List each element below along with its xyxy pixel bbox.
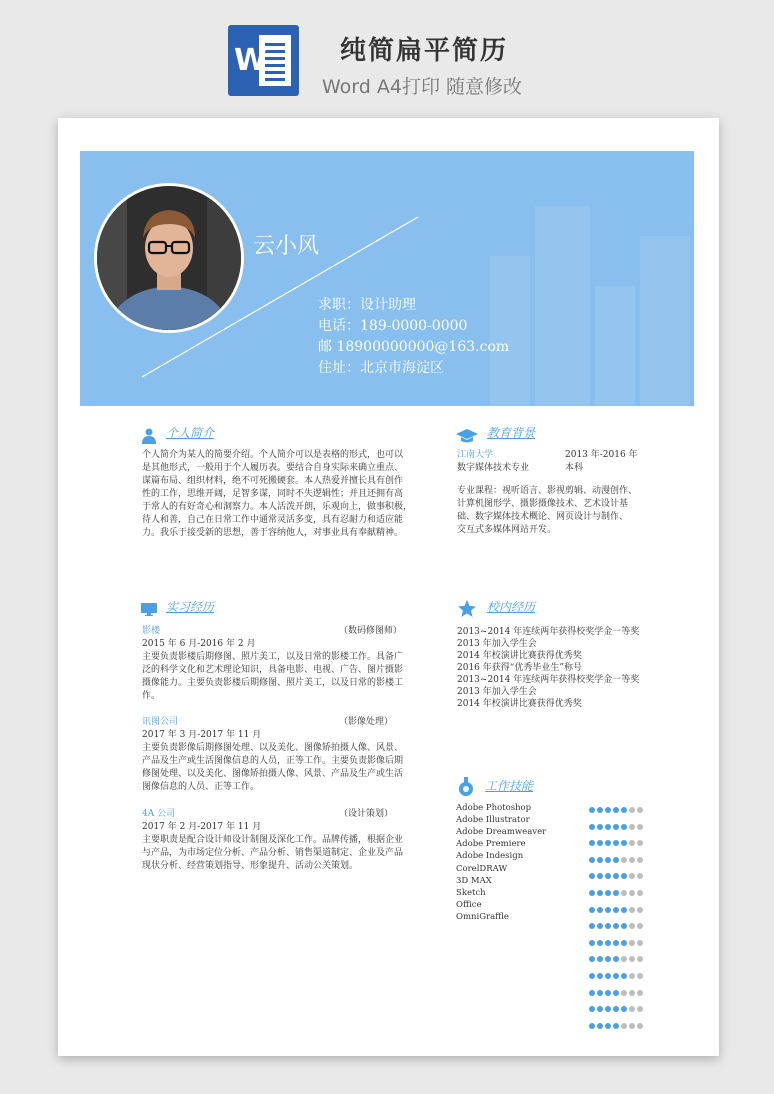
rating-dot-empty (629, 890, 635, 896)
rating-dot-empty (629, 807, 635, 813)
skill-rating (589, 840, 645, 847)
rating-dot-filled (597, 973, 603, 979)
rating-dot-filled (589, 1006, 595, 1012)
rating-dot-filled (589, 973, 595, 979)
address: 住址：北京市海淀区 (318, 360, 444, 376)
rating-dot-empty (621, 1023, 627, 1029)
rating-dot-empty (629, 940, 635, 946)
rating-dot-filled (605, 840, 611, 846)
rating-dot-empty (637, 824, 643, 830)
skill-name: Adobe Photoshop (456, 803, 532, 813)
medal-icon (457, 777, 475, 797)
rating-dot-filled (605, 973, 611, 979)
rating-dot-empty (629, 824, 635, 830)
graduation-cap-icon (456, 429, 478, 443)
rating-dot-empty (629, 840, 635, 846)
job-1-role: （数码修图师） (339, 626, 403, 636)
email: 邮 18900000000@163.com (318, 339, 510, 355)
rating-dot-filled (589, 956, 595, 962)
rating-dot-filled (589, 873, 595, 879)
rating-dot-filled (621, 907, 627, 913)
rating-dot-empty (629, 857, 635, 863)
rating-dot-filled (605, 907, 611, 913)
person-icon (142, 428, 156, 444)
rating-dot-filled (597, 857, 603, 863)
rating-dot-filled (621, 824, 627, 830)
skill-rating (589, 923, 645, 930)
skill-name: Adobe Dreamweaver (456, 827, 547, 838)
rating-dot-empty (629, 956, 635, 962)
rating-dot-filled (621, 940, 627, 946)
skill-rating (589, 1023, 645, 1030)
rating-dot-filled (605, 940, 611, 946)
education-major: 数字媒体技术专业 (457, 463, 530, 473)
skill-rating (589, 940, 645, 947)
skill-name: Office (456, 899, 482, 910)
rating-dot-filled (589, 890, 595, 896)
rating-dot-filled (605, 956, 611, 962)
rating-dot-filled (589, 907, 595, 913)
skill-rating (589, 956, 645, 963)
rating-dot-empty (637, 973, 643, 979)
profile-text: 个人简介为某人的简要介绍。个人简介可以是表格的形式，也可以 是其他形式，一般用于个人履历表。要结合自身实际来确立重点、 谋篇布局、组织材料，绝不可死搬硬套。本人热爱并擅长具有创作 性的工作，思维开阔，足智多谋，同时不失逻辑性；并且还拥有高 于常人的有好奇心和洞察力。本人活泼开朗，乐观向上，做事积极， 待人和善，自己在日常工作中通常灵活多变，具有忍耐力和适应能 力。我乐于接受新的思想，善于容纳他人，对事业具有奉献精神。 (142, 450, 413, 538)
rating-dot-empty (637, 907, 643, 913)
education-degree: 本科 (565, 463, 584, 473)
skill-name: 3D MAX (456, 875, 492, 886)
rating-dot-filled (605, 1006, 611, 1012)
rating-dot-filled (597, 840, 603, 846)
rating-dot-filled (613, 807, 619, 813)
rating-dot-filled (621, 807, 627, 813)
rating-dot-empty (637, 857, 643, 863)
job-2-period: 2017 年 3 月-2017 年 11 月 (142, 730, 262, 740)
rating-dot-filled (605, 1023, 611, 1029)
rating-dot-empty (637, 840, 643, 846)
rating-dot-filled (613, 973, 619, 979)
skill-rating (589, 807, 645, 814)
education-school: 江南大学 (457, 450, 494, 460)
rating-dot-filled (613, 940, 619, 946)
rating-dot-filled (597, 956, 603, 962)
rating-dot-filled (597, 990, 603, 996)
rating-dot-filled (613, 907, 619, 913)
candidate-name: 云小风 (253, 234, 320, 259)
skill-name: OmniGraffle (456, 911, 509, 922)
rating-dot-empty (629, 973, 635, 979)
awards-list: 2013~2014 年连续两年获得校奖学金一等奖 2013 年加入学生会 2014 年校演讲比赛获得优秀奖 2016 年获得“优秀毕业生”称号 2013~2014 年连续两年获得校奖学金一等奖 2013 年加入学生会 2014 年校演讲比赛获得优秀奖 (457, 627, 640, 709)
rating-dot-empty (629, 990, 635, 996)
awards-title: 校内经历 (487, 600, 536, 614)
rating-dot-filled (605, 824, 611, 830)
skill-rating (589, 907, 645, 914)
resume-page (58, 118, 719, 1056)
education-period: 2013 年-2016 年 (565, 450, 638, 460)
rating-dot-filled (621, 840, 627, 846)
rating-dot-filled (613, 990, 619, 996)
education-courses: 专业课程：视听语言、影视剪辑、动漫创作、 计算机图形学、摄影摄像技术、艺术设计基 础、数字媒体技术概论、网页设计与制作、 交互式多媒体网站开发。 (457, 486, 638, 535)
rating-dot-filled (613, 857, 619, 863)
rating-dot-filled (589, 840, 595, 846)
rating-dot-empty (637, 956, 643, 962)
rating-dot-filled (597, 873, 603, 879)
rating-dot-empty (637, 1006, 643, 1012)
rating-dot-filled (621, 973, 627, 979)
rating-dot-filled (621, 923, 627, 929)
rating-dot-filled (589, 824, 595, 830)
rating-dot-empty (637, 990, 643, 996)
skills-title: 工作技能 (485, 779, 534, 793)
skill-name: CorelDRAW (456, 863, 508, 874)
job-2-desc: 主要负责影像后期修图处理、以及美化、图像矫拍摄人像、风景、 产品及生产或生活图像信息的人员，正等工作。主要负责影像后期 修图处理、以及美化、图像矫拍摄人像、风景、产品及生产或生活 图像信息的人员、正等工作。 (142, 743, 404, 792)
skill-rating (589, 873, 645, 880)
star-icon (458, 600, 476, 617)
rating-dot-filled (613, 923, 619, 929)
rating-dot-filled (621, 1006, 627, 1012)
phone: 电话：189-0000-0000 (318, 318, 468, 334)
rating-dot-filled (613, 1023, 619, 1029)
rating-dot-empty (629, 923, 635, 929)
rating-dot-empty (621, 956, 627, 962)
job-2-company: 讯图公司 (142, 717, 179, 727)
rating-dot-filled (597, 807, 603, 813)
skill-name: Adobe Premiere (456, 839, 526, 850)
rating-dot-empty (637, 807, 643, 813)
education-title: 教育背景 (487, 426, 536, 440)
rating-dot-empty (629, 1006, 635, 1012)
rating-dot-empty (629, 1023, 635, 1029)
monitor-icon (141, 603, 157, 616)
rating-dot-filled (605, 990, 611, 996)
rating-dot-filled (589, 1023, 595, 1029)
rating-dot-empty (637, 890, 643, 896)
rating-dot-filled (589, 857, 595, 863)
job-1-company: 影楼 (142, 626, 161, 636)
rating-dot-filled (589, 990, 595, 996)
banner-subtitle: Word A4打印 随意修改 (322, 76, 523, 98)
rating-dot-empty (637, 873, 643, 879)
rating-dot-filled (597, 1023, 603, 1029)
profile-title: 个人简介 (166, 426, 215, 440)
rating-dot-filled (613, 890, 619, 896)
job-1-desc: 主要负责影楼后期修图、照片美工，以及日常的影楼工作。具备广 泛的科学文化和艺术理论知识，具备电影、电视、广告、图片摄影 摄像能力。主要负责影楼后期修图、照片美工，以及日常的影楼工 作。 (142, 652, 404, 701)
rating-dot-empty (637, 940, 643, 946)
skill-rating (589, 973, 645, 980)
rating-dot-filled (597, 907, 603, 913)
skill-name: Sketch (456, 887, 486, 898)
rating-dot-filled (597, 890, 603, 896)
rating-dot-filled (613, 824, 619, 830)
rating-dot-filled (597, 940, 603, 946)
rating-dot-empty (621, 857, 627, 863)
rating-dot-filled (597, 923, 603, 929)
avatar-photo (94, 183, 244, 333)
job-3-period: 2017 年 2 月-2017 年 11 月 (142, 822, 262, 832)
rating-dot-empty (629, 873, 635, 879)
job-3-role: （设计策划） (339, 809, 394, 819)
rating-dot-filled (589, 807, 595, 813)
rating-dot-filled (605, 890, 611, 896)
rating-dot-filled (597, 1006, 603, 1012)
skill-name: Adobe Illustrator (456, 815, 530, 826)
job-3-desc: 主要职责是配合设计师设计制图及深化工作。品牌传播，根据企业 与产品，为市场定位分析、产品分析、销售渠道制定、企业及产品 现状分析、经营策划指导、形象提升、活动公关策划。 (142, 835, 404, 871)
rating-dot-filled (613, 956, 619, 962)
rating-dot-filled (605, 873, 611, 879)
rating-dot-empty (637, 923, 643, 929)
skill-rating (589, 857, 645, 864)
job-objective: 求职：设计助理 (318, 297, 416, 313)
rating-dot-filled (589, 940, 595, 946)
rating-dot-filled (605, 923, 611, 929)
rating-dot-filled (613, 1006, 619, 1012)
skill-rating (589, 1006, 645, 1013)
rating-dot-filled (605, 857, 611, 863)
banner (0, 0, 774, 110)
internship-title: 实习经历 (166, 600, 215, 614)
word-logo-icon (228, 25, 299, 96)
rating-dot-empty (621, 890, 627, 896)
resume-header (80, 151, 694, 406)
job-1-period: 2015 年 6 月-2016 年 2 月 (142, 639, 256, 649)
rating-dot-filled (613, 840, 619, 846)
rating-dot-filled (597, 824, 603, 830)
rating-dot-filled (613, 873, 619, 879)
skill-rating (589, 890, 645, 897)
rating-dot-filled (605, 807, 611, 813)
banner-title: 纯简扁平简历 (340, 36, 509, 66)
job-3-company: 4A 公司 (142, 809, 176, 819)
job-2-role: （影像处理） (339, 717, 394, 727)
skill-name: Adobe Indesign (456, 851, 524, 862)
rating-dot-filled (589, 923, 595, 929)
logo-letter: W (234, 43, 268, 78)
rating-dot-empty (629, 907, 635, 913)
rating-dot-empty (637, 1023, 643, 1029)
rating-dot-empty (621, 990, 627, 996)
skill-rating (589, 990, 645, 997)
rating-dot-filled (621, 873, 627, 879)
skill-rating (589, 824, 645, 831)
